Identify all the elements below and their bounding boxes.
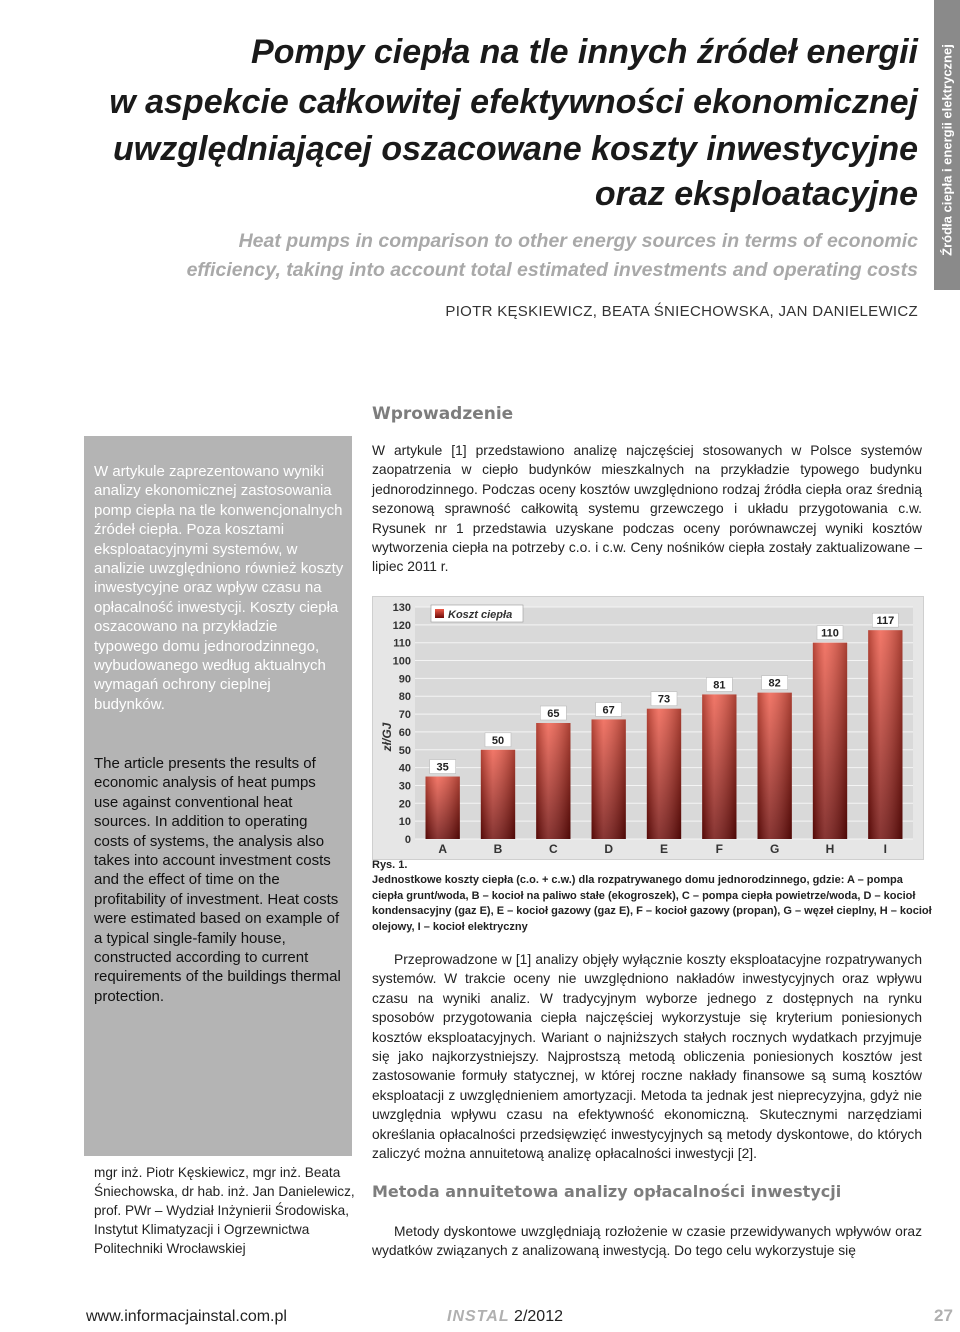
chart-y-tick-label: 90 bbox=[398, 673, 411, 686]
chart-y-tick-label: 10 bbox=[398, 816, 411, 829]
chart-value-label: 110 bbox=[821, 627, 839, 640]
section-label: Źródła ciepła i energii elektrycznej bbox=[939, 44, 955, 256]
chart-y-tick-label: 130 bbox=[392, 602, 411, 614]
chart-value-label: 35 bbox=[436, 761, 449, 774]
authors: PIOTR KĘSKIEWICZ, BEATA ŚNIECHOWSKA, JAN DANIELEWICZ bbox=[445, 303, 918, 320]
chart-y-tick-label: 30 bbox=[398, 780, 411, 793]
chart-y-tick-label: 100 bbox=[392, 655, 411, 668]
abstract-polish: W artykule zaprezentowano wyniki analizy ekonomicznej zastosowania pomp ciepła na tle konwencjonalnych źródeł ciepła. Poza kosztami eksploatacyjnymi systemów, w analizie uwzględniono również koszty inwestycyjne oraz wpływ czasu na opłacalność inwestycji. Koszty ciepła oszacowano na przykładzie typowego domu jednorodzinnego, wybudowanego według aktualnych wymagań ochrony cieplnej budynków. bbox=[94, 463, 344, 713]
caption-label: Rys. 1. bbox=[372, 859, 408, 871]
chart-x-tick-label: A bbox=[438, 842, 448, 856]
chart-bar-shading bbox=[536, 723, 570, 839]
subtitle-line-1: Heat pumps in comparison to other energy sources in terms of economic bbox=[238, 230, 918, 252]
chart-y-tick-label: 60 bbox=[398, 726, 411, 739]
section-side-strip bbox=[934, 0, 960, 290]
chart-x-tick-label: C bbox=[548, 842, 558, 856]
paragraph-2: Przeprowadzone w [1] analizy objęły wyłącznie koszty eksploatacyjne rozpatrywanych systemów. W trakcie oceny nie uwzględniono nakładów inwestycyjnych oraz wpływu czasu na wyniki analiz. W tradycyjnym wyborze jednego z dostępnych na rynku sposobów przygotowania ciepła najczęściej wykorzystuje się kryterium poniesionych kosztów eksploatacyjnych. Wariant o najniższych stałych rocznych wydatkach przyjmuje się jako najkorzystniejszy. Najprostszą metodą obliczenia poniesionych kosztów jest zastosowanie formuły statycznej, w której roczne nakłady finansowe są sumą kosztów eksploatacji z uwzględnieniem amortyzacji. Metoda ta jednak jest nieprecyzyjna, gdyż nie uwzględnia wpływu czasu na efektywność ekonomiczną. Skutecznymi narzędziami określania opłacalności przedsięwzięć inwestycyjnych są metody dyskontowe, do których zaliczyć można annuitetową analizę opłacalności inwestycji [2]. bbox=[372, 952, 922, 1162]
chart-y-tick-label: 120 bbox=[392, 619, 411, 632]
section-2-heading: Metoda annuitetowa analizy opłacalności inwestycji bbox=[372, 1182, 842, 1201]
chart-y-tick-label: 50 bbox=[398, 744, 411, 757]
chart-legend-swatch bbox=[435, 609, 444, 618]
abstract-english: The article presents the results of economic analysis of heat pumps use against conventional heat sources. In addition to operating costs of systems, the analysis also takes into account investment costs and the effect of time on the profitability of investment. Heat costs were estimated based on example of a typical single-family house, constructed according to current requirements of the buildings thermal protection. bbox=[94, 755, 341, 1005]
chart-bar-shading bbox=[758, 693, 792, 839]
chart-y-axis-label: zł/GJ bbox=[380, 722, 394, 752]
chart-value-label: 67 bbox=[602, 704, 615, 717]
chart-value-label: 73 bbox=[657, 693, 671, 706]
page-number: 27 bbox=[934, 1306, 953, 1325]
chart-value-label: 50 bbox=[491, 734, 505, 747]
chart-bar-shading bbox=[426, 777, 460, 839]
chart-value-label: 82 bbox=[768, 677, 781, 690]
chart-value-label: 117 bbox=[876, 615, 895, 628]
figure-caption bbox=[372, 858, 932, 935]
chart-y-tick-label: 70 bbox=[398, 709, 411, 722]
chart-value-label: 81 bbox=[713, 679, 726, 692]
chart-y-tick-label: 40 bbox=[398, 762, 411, 775]
footer-journal bbox=[447, 1308, 563, 1326]
journal-logo: INSTAL bbox=[447, 1308, 510, 1325]
title-line-2: w aspekcie całkowitej efektywności ekonomicznej bbox=[109, 83, 918, 121]
subtitle-line-2: efficiency, taking into account total estimated investments and operating costs bbox=[186, 259, 918, 281]
chart-y-tick-label: 0 bbox=[404, 834, 411, 846]
chart-bar-shading bbox=[481, 750, 515, 839]
caption-text: Jednostkowe koszty ciepła (c.o. + c.w.) dla rozpatrywanego domu jednorodzinnego, gdzie: A – pompa ciepła grunt/woda, B – kocioł na paliwo stałe (ekogroszek), C – pompa ciepła powietrze/woda, D – kocioł kondensacyjny (gaz E), E – kocioł gazowy (gaz E), F – kocioł gazowy (propan), G – węzeł cieplny, H – kocioł olejowy, I – kocioł elektryczny bbox=[372, 874, 932, 933]
paragraph-3: Metody dyskontowe uwzględniają rozłożenie w czasie przewidywanych wpływów oraz wydatków związanych z analizowaną inwestycją. Do tego celu wykorzystuje się bbox=[372, 1224, 922, 1259]
chart-bar-shading bbox=[813, 643, 847, 839]
chart-value-label: 65 bbox=[547, 708, 560, 720]
chart-figure bbox=[372, 596, 924, 860]
chart-y-tick-label: 110 bbox=[393, 637, 411, 650]
journal-issue: 2/2012 bbox=[514, 1308, 563, 1325]
chart-legend-label: Koszt ciepła bbox=[448, 609, 513, 621]
chart-bar-shading bbox=[592, 719, 626, 839]
chart-x-tick-label: G bbox=[769, 842, 780, 856]
intro-heading: Wprowadzenie bbox=[372, 404, 514, 424]
bar-chart bbox=[373, 597, 923, 859]
chart-bar-shading bbox=[868, 630, 902, 839]
chart-x-tick-label: B bbox=[493, 842, 503, 856]
chart-x-tick-label: H bbox=[825, 842, 835, 856]
title-line-1: Pompy ciepła na tle innych źródeł energii bbox=[251, 33, 918, 71]
abstract-box bbox=[84, 436, 352, 1156]
title-line-3: uwzględniającej oszacowane koszty inwestycyjne bbox=[113, 130, 918, 168]
chart-bar-shading bbox=[647, 709, 681, 839]
chart-x-tick-label: D bbox=[604, 842, 614, 856]
chart-bar-shading bbox=[702, 694, 736, 839]
author-affiliation: mgr inż. Piotr Kęskiewicz, mgr inż. Beata Śniechowska, dr hab. inż. Jan Danielewicz, prof. PWr – Wydział Inżynierii Środowiska, Instytut Klimatyzacji i Ogrzewnictwa Politechniki Wrocławskiej bbox=[94, 1165, 355, 1256]
chart-y-tick-label: 20 bbox=[398, 798, 411, 811]
chart-y-tick-label: 80 bbox=[398, 691, 411, 704]
chart-x-tick-label: E bbox=[659, 842, 669, 856]
chart-x-tick-label: F bbox=[715, 842, 724, 856]
intro-paragraph: W artykule [1] przedstawiono analizę najczęściej stosowanych w Polsce systemów zaopatrzenia w ciepło budynków mieszkalnych na przykładzie typowego budynku jednorodzinnego. Podczas oceny kosztów uwzględniono rodzaj źródła ciepła oraz średnią sezonową sprawność całkowitą systemu grzewczego i układu przygotowania c.w. Rysunek nr 1 przedstawia uzyskane podczas oceny porównawczej wyniki kosztów wytworzenia ciepła na potrzeby c.o. i c.w. Ceny nośników ciepła zostały zaktualizowane – lipiec 2011 r. bbox=[372, 443, 922, 575]
chart-x-tick-label: I bbox=[883, 842, 888, 856]
footer-url[interactable]: www.informacjainstal.com.pl bbox=[86, 1308, 287, 1325]
title-line-4: oraz eksploatacyjne bbox=[594, 175, 918, 213]
